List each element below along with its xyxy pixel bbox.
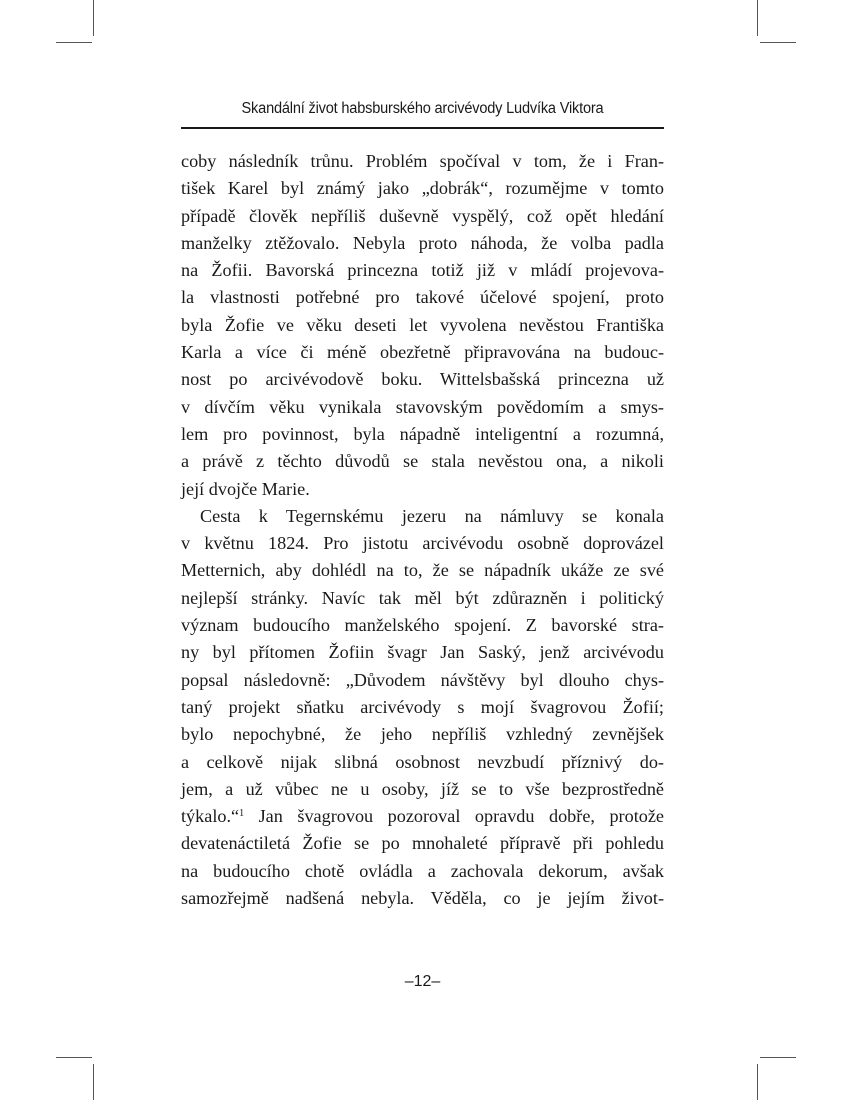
text-line: význam budoucího manželského spojení. Z bavorské stra-: [181, 615, 664, 636]
text-line: na Žofii. Bavorská princezna totiž již v mládí projevova-: [181, 260, 664, 281]
crop-mark: [56, 1057, 92, 1058]
paragraph: [181, 148, 664, 503]
paragraph: [181, 503, 664, 912]
text-line: devatenáctiletá Žofie se po mnohaleté přípravě při pohledu: [181, 833, 664, 854]
crop-mark: [760, 42, 796, 43]
text-line: popsal následovně: „Důvodem návštěvy byl dlouho chys-: [181, 669, 664, 690]
crop-mark: [757, 0, 758, 36]
text-line: případě člověk nepříliš duševně vyspělý, což opět hledání: [181, 205, 664, 226]
text-line: jem, a už vůbec ne u osoby, jíž se to vše bezprostředně: [181, 778, 664, 799]
text-line: taný projekt sňatku arcivévody s mojí švagrovou Žofií;: [181, 696, 664, 717]
text-line: nejlepší stránky. Navíc tak měl být zdůrazněn i politický: [181, 587, 664, 608]
text-line: ny byl přítomen Žofiin švagr Jan Saský, jenž arcivévodu: [181, 642, 664, 663]
running-head: Skandální život habsburského arcivévody Ludvíka Viktora: [241, 100, 604, 117]
body-text: [181, 148, 664, 912]
text-line: byla Žofie ve věku deseti let vyvolena nevěstou Františka: [181, 314, 664, 335]
text-line: její dvojče Marie.: [181, 478, 310, 499]
crop-mark: [56, 42, 92, 43]
text-line: na budoucího chotě ovládla a zachovala dekorum, avšak: [181, 860, 664, 881]
footnote-marker: 1: [239, 808, 245, 820]
text-line: v dívčím věku vynikala stavovským povědomím a smys-: [181, 396, 664, 417]
text-line: la vlastnosti potřebné pro takové účelové spojení, proto: [181, 287, 664, 308]
text-line: manželky ztěžovalo. Nebyla proto náhoda, že volba padla: [181, 232, 664, 253]
text-line: Cesta k Tegernskému jezeru na námluvy se konala: [200, 505, 664, 526]
text-line: coby následník trůnu. Problém spočíval v tom, že i Fran-: [181, 151, 664, 171]
text-line: [181, 803, 664, 830]
text-line: Metternich, aby dohlédl na to, že se nápadník ukáže ze své: [181, 560, 664, 581]
text-line: tišek Karel byl známý jako „dobrák“, rozumějme v tomto: [181, 178, 664, 199]
text-line: samozřejmě nadšená nebyla. Věděla, co je jejím život-: [181, 888, 664, 909]
text-segment: týkalo.“: [181, 806, 240, 827]
text-segment: Jan švagrovou pozoroval opravdu dobře, protože: [258, 806, 665, 827]
crop-mark: [757, 1064, 758, 1100]
page-number: –12–: [404, 973, 441, 990]
header-rule: [181, 127, 664, 129]
text-line: lem pro povinnost, byla nápadně inteligentní a rozumná,: [181, 423, 664, 444]
crop-mark: [93, 1064, 94, 1100]
crop-mark: [760, 1057, 796, 1058]
text-line: a celkově nijak slibná osobnost nevzbudí příznivý do-: [181, 751, 664, 772]
text-line: bylo nepochybné, že jeho nepříliš vzhledný zevnějšek: [181, 724, 664, 745]
text-line: Karla a více či méně obezřetně připravována na budouc-: [181, 342, 664, 363]
text-line: v květnu 1824. Pro jistotu arcivévodu osobně doprovázel: [181, 533, 664, 554]
crop-mark: [93, 0, 94, 36]
text-line: a právě z těchto důvodů se stala nevěstou ona, a nikoli: [181, 451, 664, 472]
text-line: nost po arcivévodově boku. Wittelsbašská princezna už: [181, 369, 664, 390]
